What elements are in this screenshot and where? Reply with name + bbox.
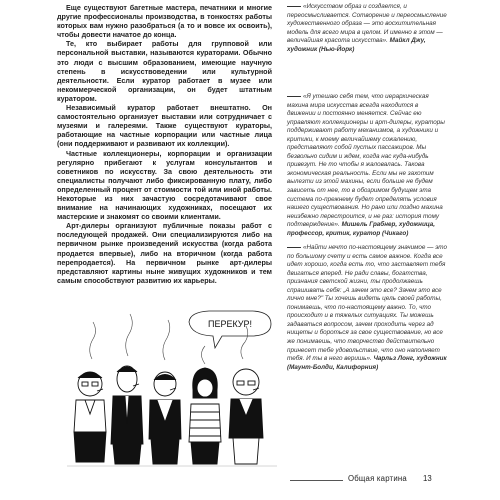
quote-text: «Искусством образ и создается, и переосмысливается. Сотворение и переосмысление художественного образа — это восхитительная модель для всего мира в целом. И именно в этом — величайшая красота искусства». — [287, 3, 447, 45]
quote-dash — [287, 6, 301, 7]
quote-text: «Я утешаю себя тем, что иерархическая махина мира искусства всегда находится в движении и постоянно меняется. Сейчас ею управляют коллекционеры и арт-дилеры, кураторы поддерживают работу механизмов, а художники и критики, к моему величайшему сожалению, представляют собой пустых пассажиров. Мы безвольно сидим и ждем, когда нас куда-нибудь привезут. Не то чтобы я жаловалась. Такова экономическая реальность. Если мы не захотим вылезти из этой махины, если больше не будем зависеть от нее, то в обозримом будущем эта система по-прежнему будет определять условия нашего существования. Но рано или поздно махина неизбежно перестроится, и не раз: история тому подтверждение». — [287, 93, 445, 229]
speech-bubble — [189, 311, 271, 348]
quote-dash — [287, 96, 301, 97]
speech-text: ПЕРЕКУР! — [207, 319, 253, 329]
paragraph-art-dealers: Арт-дилеры организуют публичные показы работ с последующей продажей. Они специализируются либо на первичном рынке произведений искусства (когда работа продается впервые), либо на вторичном (когда работа перепродается). На первичном рынке арт-дилеры представляют картины ныне живущих художников и тем самым способствуют развитию их карьеры. — [57, 221, 272, 285]
quote-michael-joo — [287, 3, 447, 54]
figure-man-vest — [149, 372, 181, 464]
quote-attribution: Мишель Грабнер, художница, профессор, критик, куратор (Чикаго) — [287, 221, 436, 237]
figure-man-glasses — [74, 372, 106, 462]
quote-text: «Найти нечто по-настоящему значимое — это по большому счету и есть самое важное. Когда все идет хорошо, когда есть то, что заставляет тебя двигаться вперед. Не ради славы, богатства, признания светской жизни, ты продолжаешь спрашивать себя: „А зачем это все? Зачем это все лично мне?" Ты хочешь видеть цель своей работы, понимаешь, что по-настоящему важно. То, что происходит и в тяжелых ситуациях. Ты можешь задаваться вопросом, зачем проходить через ад нищеты и бороться за свое существование, но все же понимаешь, что творчество действительно принесет тебе удовольствие, что оно наполняет тебя. И ты в него веришь». — [287, 244, 447, 363]
quote-dash — [287, 247, 301, 248]
page-footer — [290, 474, 450, 488]
main-text-column — [57, 3, 272, 285]
page-number: 13 — [423, 474, 432, 483]
quote-charles-long — [287, 244, 447, 372]
section-title: Общая картина — [348, 474, 407, 483]
figure-man-bald-glasses — [229, 369, 263, 464]
quote-attribution: Майкл Джу, художник (Нью-Йорк) — [287, 37, 426, 53]
quote-attribution: Чарльз Лонг, художник (Маунт-Болди, Калифорния) — [287, 355, 447, 371]
figure-man-dark-suit — [111, 366, 143, 464]
paragraph-consultants: Частные коллекционеры, корпорации и организации регулярно прибегают к услугам консультантов и советников по искусству. За свою деятельность эти специалисты получают либо фиксированную плату, либо определенный процент от стоимости той или иной работы. Некоторые из них зачастую сосредотачивают свое внимание на начинающих художниках, посещают их мастерские и знакомят со своими клиентами. — [57, 148, 272, 222]
paragraph-independent-curator: Независимый куратор работает внештатно. Он самостоятельно организует выставки или сотрудничает с музеями и галереями. Также существуют кураторы, работающие на частные корпорации или частные лица (они поддерживают и развивают их коллекции). — [57, 103, 272, 149]
quote-michelle-grabner — [287, 93, 447, 238]
paragraph-production: Еще существуют багетные мастера, печатники и многие другие профессионалы производства, в тонкостях работы которых вам нужно разобраться (а то и вовсе их освоить), чтобы довести начатое до конца. — [57, 3, 272, 40]
smoking-break-cartoon — [57, 304, 287, 474]
paragraph-curators: Те, кто выбирает работы для групповой или персональной выставки, называются кураторами. Обычно это люди с высшим образованием, имеющие научную степень в искусствоведении или культурной деятельности. Если куратор работает в музее или некоммерческой организации, он будет штатным куратором. — [57, 39, 272, 103]
figure-woman-striped — [189, 368, 221, 464]
footer-rule — [290, 480, 343, 481]
